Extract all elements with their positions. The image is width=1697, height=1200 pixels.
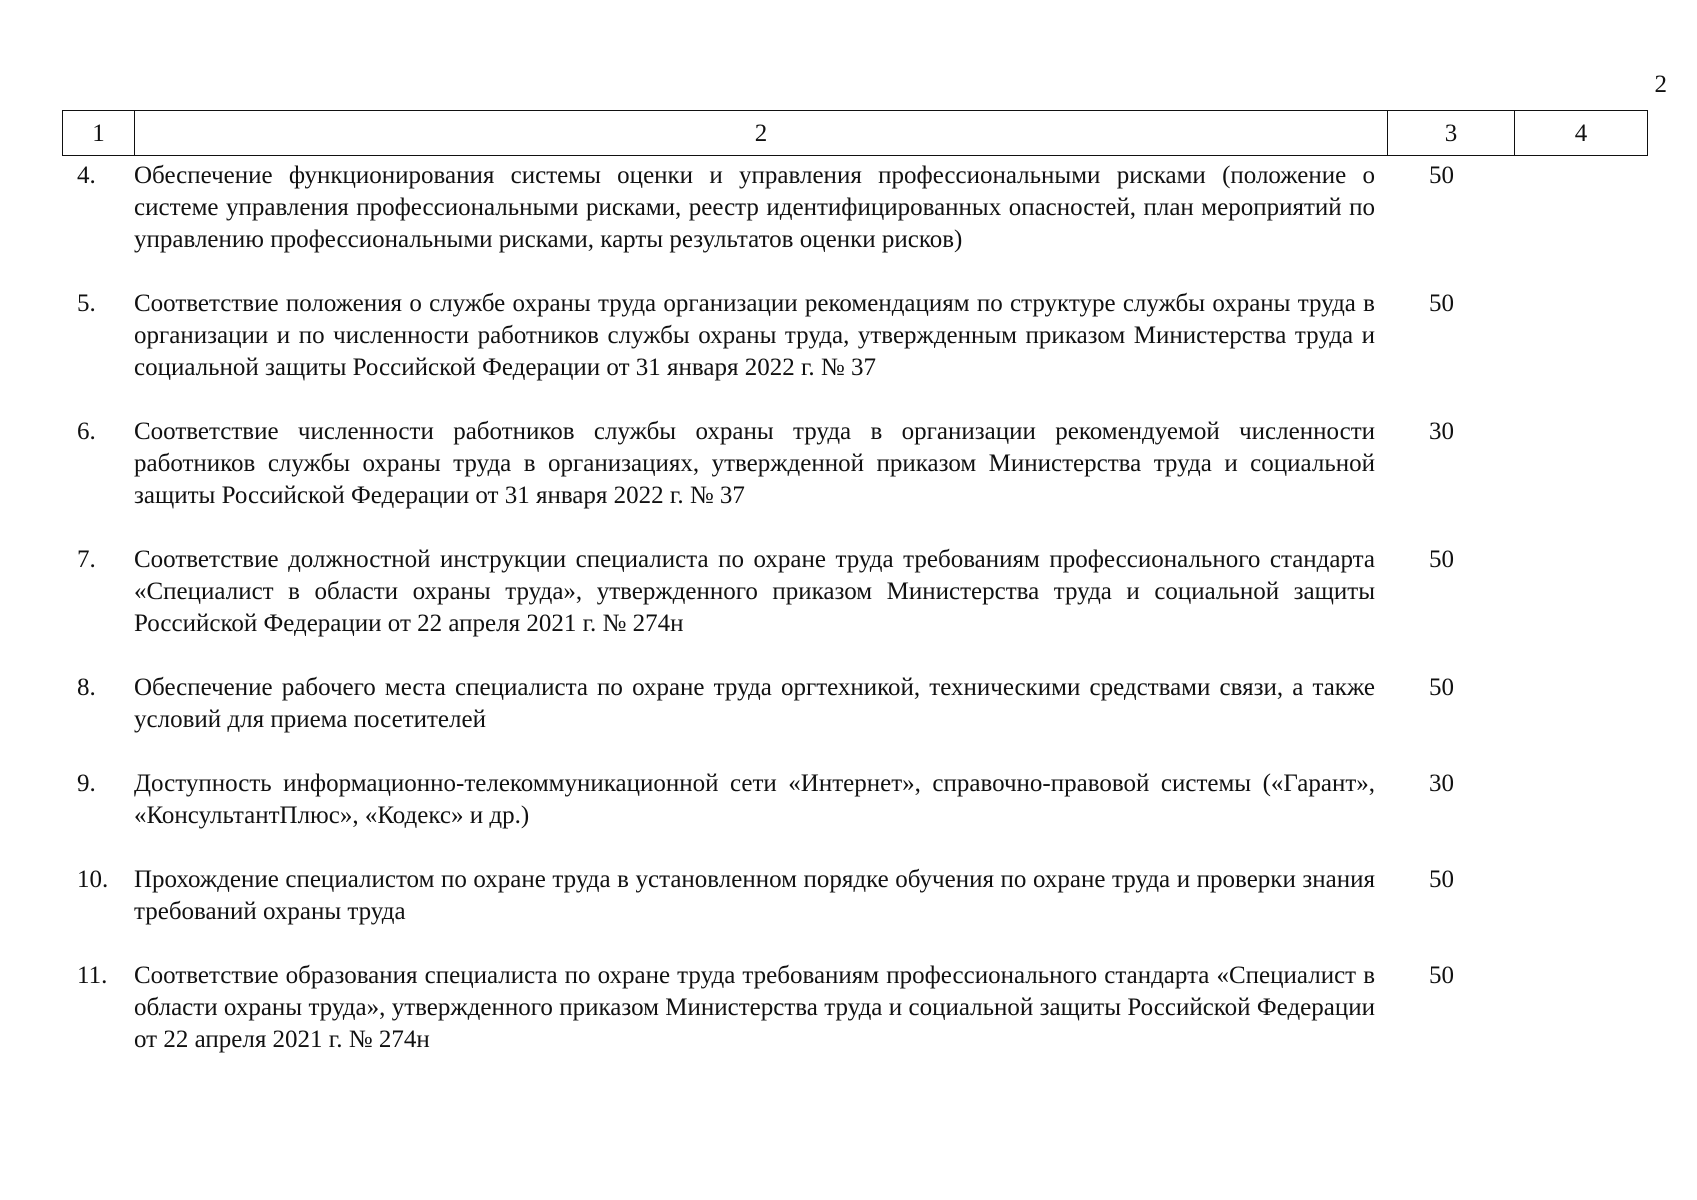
row-score: 50 [1429, 962, 1454, 989]
row-score: 50 [1429, 162, 1454, 189]
table-row [62, 672, 1647, 736]
table-row [62, 960, 1647, 1056]
criteria-list [62, 160, 1647, 1088]
row-number: 10. [77, 866, 109, 893]
row-score: 30 [1429, 770, 1454, 797]
row-number: 6. [77, 418, 96, 445]
row-number: 4. [77, 162, 96, 189]
row-score: 50 [1429, 546, 1454, 573]
row-description: Доступность информационно-телекоммуникационной сети «Интернет», справочно-правовой системы («Гарант», «КонсультантПлюс», «Кодекс» и др.) [134, 770, 1375, 829]
column-header-table [62, 110, 1648, 156]
row-description: Обеспечение рабочего места специалиста по охране труда оргтехникой, техническими средствами связи, а также условий для приема посетителей [134, 674, 1375, 733]
table-row [62, 544, 1647, 640]
table-row [62, 288, 1647, 384]
column-header-4: 4 [1515, 111, 1648, 156]
row-score: 30 [1429, 418, 1454, 445]
row-description: Прохождение специалистом по охране труда в установленном порядке обучения по охране труда и проверки знания требований охраны труда [134, 866, 1375, 925]
row-number: 8. [77, 674, 96, 701]
column-header-2: 2 [135, 111, 1388, 156]
row-description: Обеспечение функционирования системы оценки и управления профессиональными рисками (положение о системе управления профессиональными рисками, реестр идентифицированных опасностей, план мероприятий по управлению профессиональными рисками, карты результатов оценки рисков) [134, 162, 1375, 253]
row-description: Соответствие образования специалиста по охране труда требованиям профессионального стандарта «Специалист в области охраны труда», утвержденного приказом Министерства труда и социальной защиты Российской Федерации от 22 апреля 2021 г. № 274н [134, 962, 1375, 1053]
row-number: 5. [77, 290, 96, 317]
page-number: 2 [1654, 71, 1667, 98]
table-row [62, 160, 1647, 256]
table-row [62, 416, 1647, 512]
table-row [62, 864, 1647, 928]
column-header-3: 3 [1388, 111, 1515, 156]
row-score: 50 [1429, 674, 1454, 701]
row-score: 50 [1429, 866, 1454, 893]
row-description: Соответствие численности работников службы охраны труда в организации рекомендуемой численности работников службы охраны труда в организациях, утвержденной приказом Министерства труда и социальной защиты Российской Федерации от 31 января 2022 г. № 37 [134, 418, 1375, 509]
row-description: Соответствие положения о службе охраны труда организации рекомендациям по структуре службы охраны труда в организации и по численности работников службы охраны труда, утвержденным приказом Министерства труда и социальной защиты Российской Федерации от 31 января 2022 г. № 37 [134, 290, 1375, 381]
row-description: Соответствие должностной инструкции специалиста по охране труда требованиям профессионального стандарта «Специалист в области охраны труда», утвержденного приказом Министерства труда и социальной защиты Российской Федерации от 22 апреля 2021 г. № 274н [134, 546, 1375, 637]
row-score: 50 [1429, 290, 1454, 317]
table-row [62, 768, 1647, 832]
row-number: 11. [77, 962, 108, 989]
row-number: 7. [77, 546, 96, 573]
column-header-row [63, 111, 1648, 156]
column-header-1: 1 [63, 111, 135, 156]
row-number: 9. [77, 770, 96, 797]
